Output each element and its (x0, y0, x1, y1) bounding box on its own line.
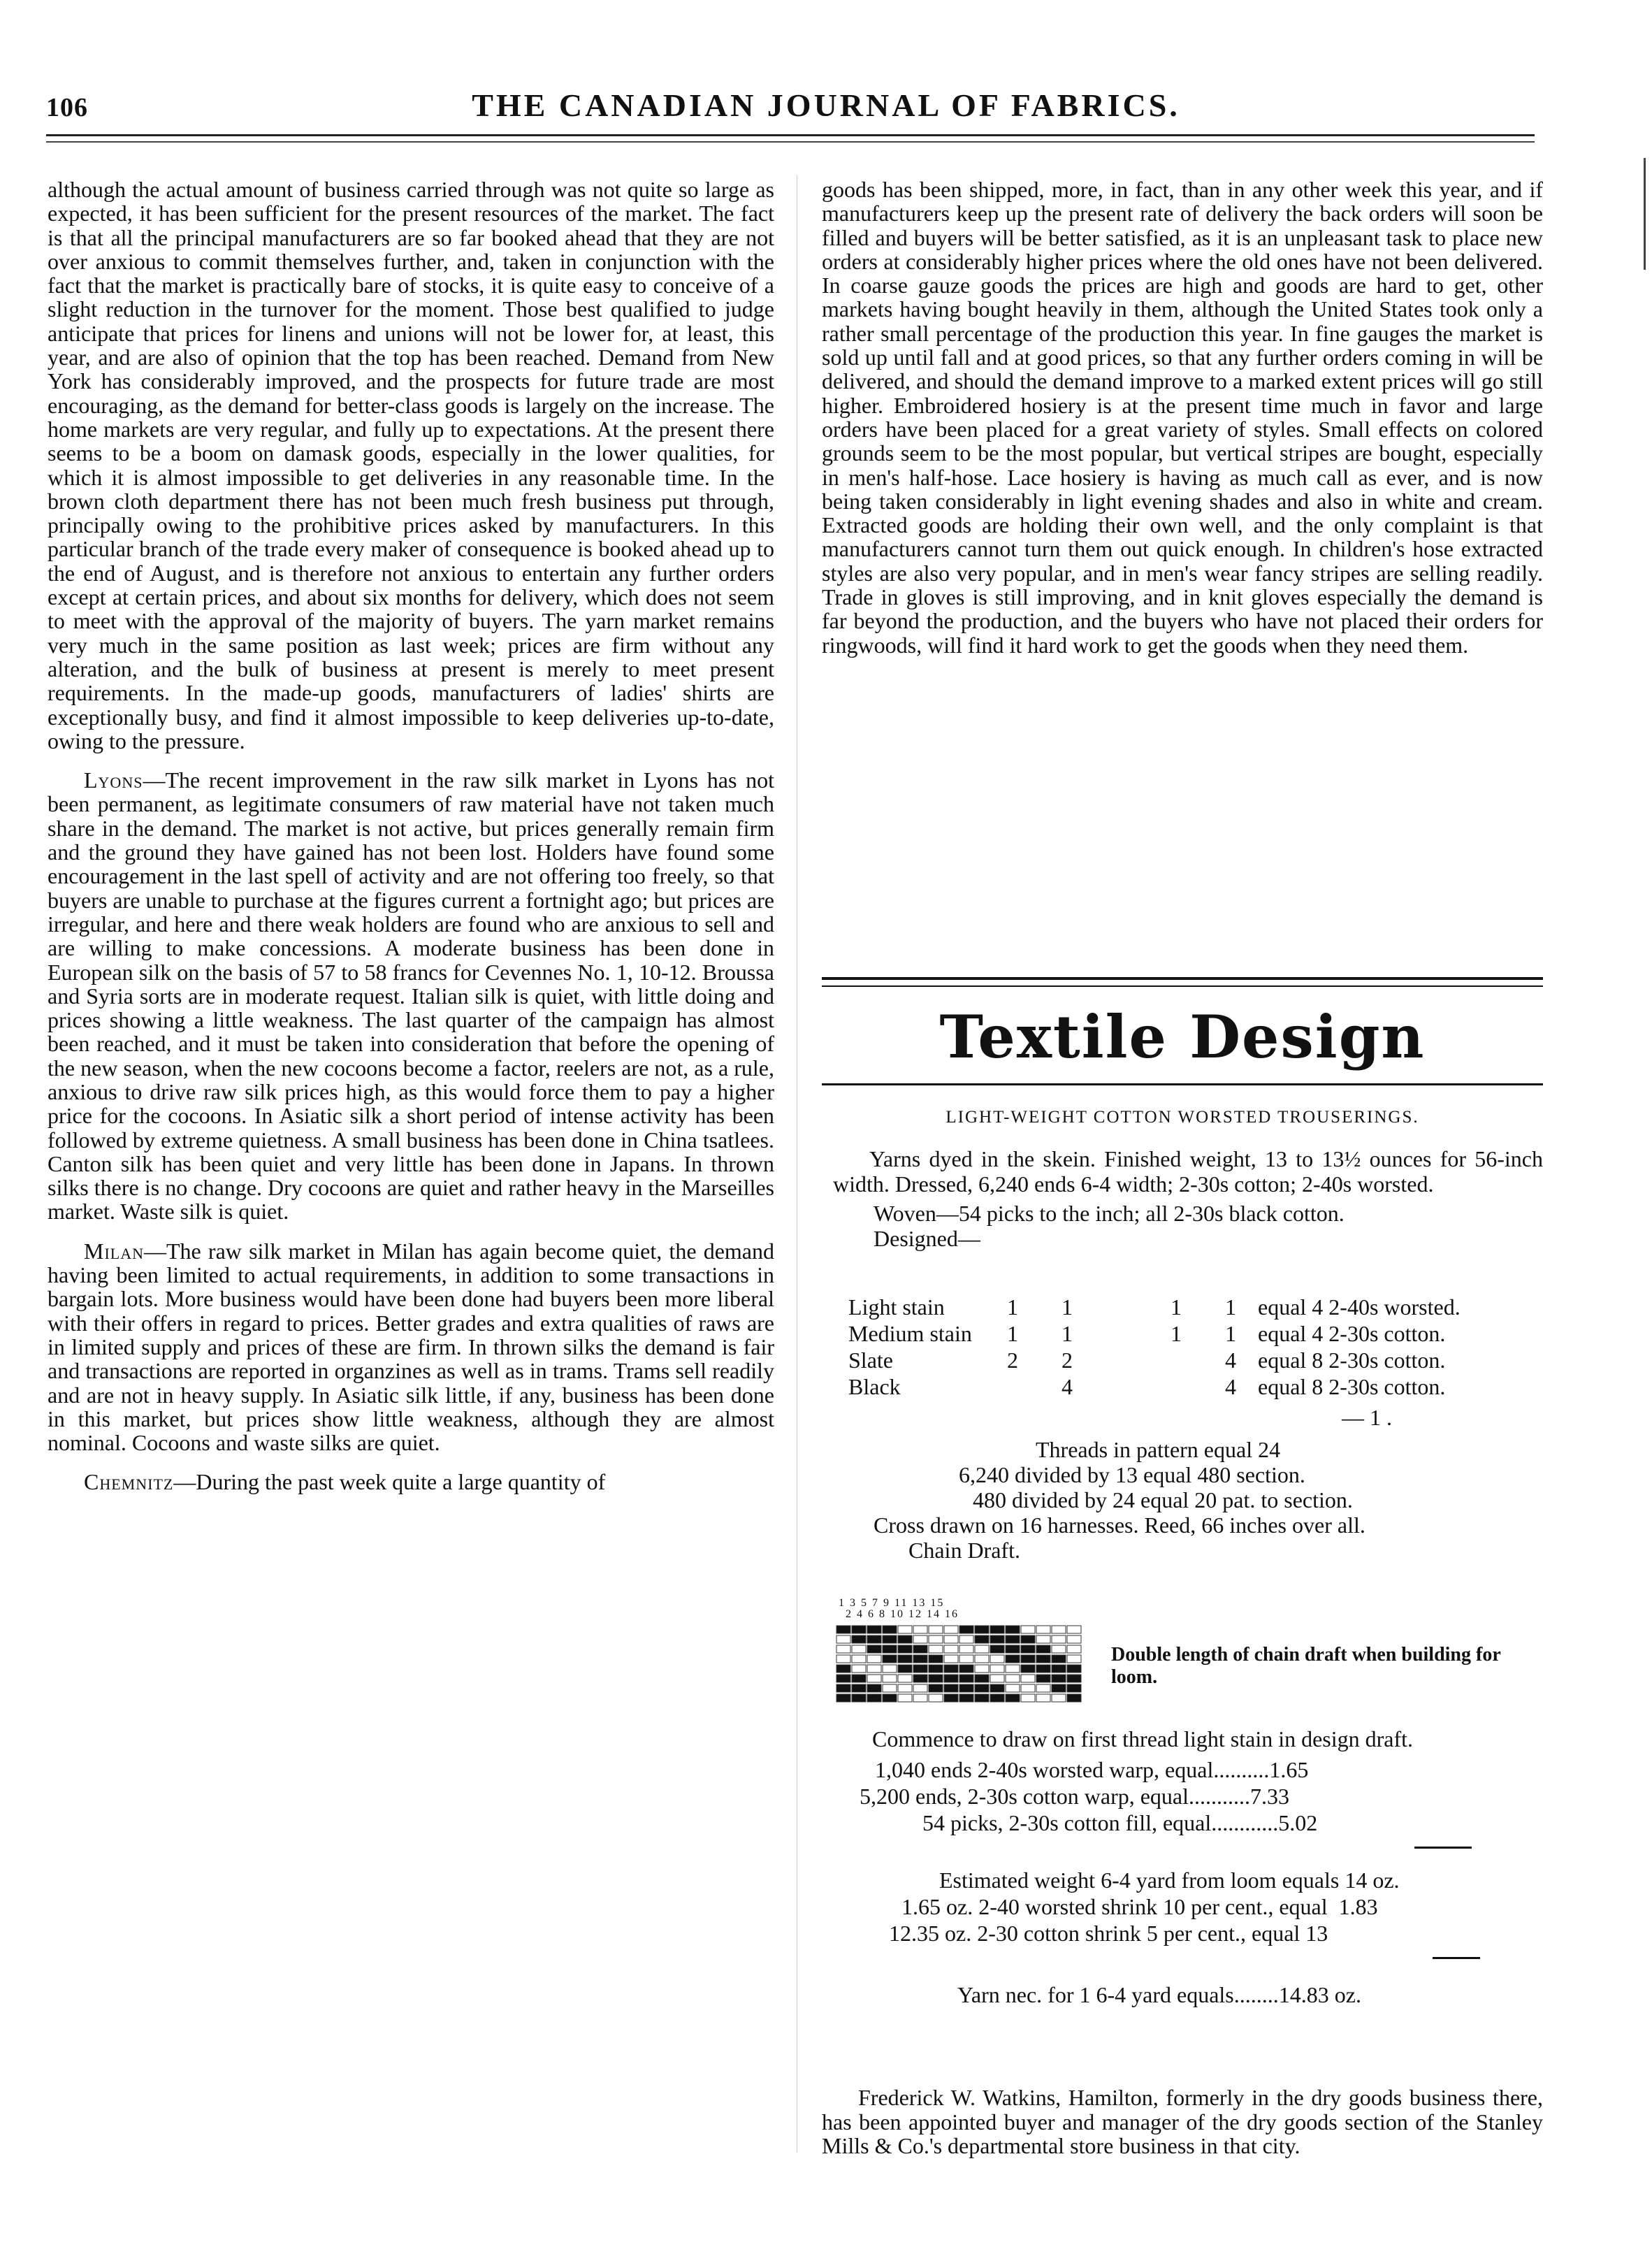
chain-cell (836, 1675, 850, 1682)
chain-cell (867, 1645, 881, 1653)
milan-paragraph (48, 1239, 774, 1455)
chain-cell (883, 1694, 897, 1702)
stain-equal: equal 8 2-30s cotton. (1258, 1374, 1446, 1399)
chain-cell (883, 1665, 897, 1673)
chain-cell (1052, 1694, 1066, 1702)
chain-cell (913, 1684, 927, 1692)
chain-cell (836, 1645, 850, 1653)
chain-cell (929, 1665, 943, 1673)
chain-cell (944, 1675, 958, 1682)
milan-label: Milan (84, 1238, 144, 1264)
stain-count: 1 (1062, 1294, 1073, 1320)
stain-row (848, 1348, 1523, 1374)
chain-cell (883, 1626, 897, 1633)
chain-cell (990, 1635, 1004, 1643)
chain-cell (1021, 1675, 1035, 1682)
cost-total-rule (1414, 1847, 1472, 1849)
stain-count: 1 (1171, 1294, 1182, 1320)
right-column (822, 178, 1543, 657)
cross-line: Cross drawn on 16 harnesses. Reed, 66 inches over all. (874, 1512, 1365, 1538)
chain-cell (975, 1645, 989, 1653)
chain-note: Double length of chain draft when building for loom. (1111, 1644, 1501, 1688)
stain-count: 4 (1062, 1374, 1073, 1399)
commence-line: Commence to draw on first thread light stain in design draft. (872, 1726, 1414, 1751)
stain-row (848, 1321, 1523, 1348)
chain-cell (944, 1655, 958, 1663)
chain-cell (1006, 1655, 1020, 1663)
chain-cell (913, 1665, 927, 1673)
stain-table (848, 1294, 1523, 1401)
chain-cell (1036, 1645, 1050, 1653)
chain-cell (959, 1645, 973, 1653)
chain-cell (1052, 1665, 1066, 1673)
chain-cell (990, 1684, 1004, 1692)
chain-cell (1067, 1626, 1081, 1633)
chain-cell (852, 1675, 866, 1682)
chain-cell (1067, 1675, 1081, 1682)
stain-count (1094, 1294, 1149, 1321)
chain-cell (1067, 1694, 1081, 1702)
chain-cell (913, 1635, 927, 1643)
chain-cell (883, 1684, 897, 1692)
section-heading: Textile Design (939, 1002, 1426, 1071)
chain-cell (1006, 1645, 1020, 1653)
chain-cell (852, 1645, 866, 1653)
chain-cell (867, 1635, 881, 1643)
stain-equal: equal 4 2-30s cotton. (1258, 1321, 1446, 1346)
cost-row-cotton-warp: 5,200 ends, 2-30s cotton warp, equal...........7.33 (860, 1784, 1290, 1809)
watkins-paragraph: Frederick W. Watkins, Hamilton, formerly in the dry goods business there, has been appointed buyer and manager of the dry goods section of the Stanley Mills & Co.'s departmental store business in that city. (822, 2085, 1543, 2158)
dash-marks: — 1 . (1342, 1405, 1392, 1430)
designed-label: Designed— (874, 1226, 980, 1251)
chain-cell (1036, 1626, 1050, 1633)
chain-cell (1036, 1635, 1050, 1643)
chain-cell (1067, 1684, 1081, 1692)
shrink-worsted: 1.65 oz. 2-40 worsted shrink 10 per cent., equal 1.83 (901, 1894, 1378, 1919)
stain-count: 1 (1007, 1321, 1018, 1346)
chain-cell (1052, 1655, 1066, 1663)
chain-cell (898, 1684, 912, 1692)
stain-table-wrap (848, 1294, 1558, 1401)
chain-cell (990, 1694, 1004, 1702)
stain-count: 1 (1007, 1294, 1018, 1320)
chain-cell (898, 1675, 912, 1682)
chain-cell (852, 1665, 866, 1673)
chain-cell (929, 1675, 943, 1682)
stain-count (1094, 1321, 1149, 1348)
woven-line: Woven—54 picks to the inch; all 2-30s black cotton. (874, 1201, 1345, 1226)
stain-count: 1 (1225, 1294, 1236, 1320)
chain-cell (1067, 1635, 1081, 1643)
chain-cell (1052, 1675, 1066, 1682)
chain-draft-svg (836, 1621, 1094, 1710)
chain-cell (944, 1694, 958, 1702)
chain-cell (959, 1694, 973, 1702)
chain-cell (913, 1655, 927, 1663)
page-number: 106 (46, 93, 88, 122)
chain-cell (1006, 1684, 1020, 1692)
chain-cell (1006, 1626, 1020, 1633)
stain-count (1094, 1348, 1149, 1374)
chain-cell (1021, 1684, 1035, 1692)
chain-cell (898, 1665, 912, 1673)
stain-count (985, 1374, 1040, 1401)
chain-cell (1006, 1675, 1020, 1682)
chain-cell (929, 1626, 943, 1633)
cost-row-cotton-fill: 54 picks, 2-30s cotton fill, equal............5.02 (922, 1810, 1318, 1835)
chain-cell (898, 1635, 912, 1643)
chain-cell (913, 1694, 927, 1702)
header-rule (46, 134, 1535, 136)
lyons-paragraph (48, 768, 774, 1224)
chain-cell (959, 1684, 973, 1692)
chain-cell (1036, 1694, 1050, 1702)
commence-line-wrap (833, 1726, 1543, 1751)
chain-cell (975, 1665, 989, 1673)
chain-cell (1067, 1655, 1081, 1663)
chain-numbers-odd: 1 3 5 7 9 11 13 15 (839, 1597, 945, 1609)
left-paragraph-linen-market: although the actual amount of business carried through was not quite so large as expected, it has been sufficient for the present resources of the market. The fact is that all the principal manufacturers are so far booked ahead that they are not over anxious to commit themselves further, and, taken in conjunction with the fact that the market is practically bare of stocks, it is quite easy to conceive of a slight reduction in the turnover for the moment. Those best qualified to judge anticipate that prices for linens and unions will not be lower for, at least, this year, and are also of opinion that the top has been reached. Demand from New York has considerably improved, and the prospects for future trade are most encouraging, as the demand for better-class goods is largely on the increase. The home markets are very regular, and fully up to expectations. At the present there seems to be a boom on damask goods, especially in the lower qualities, for which it is almost impossible to get deliveries in any reasonable time. In the brown cloth department there has not been much fresh business put through, principally owing to the prohibitive prices asked by manufacturers. In this particular branch of the trade every maker of consequence is booked ahead up to the end of August, and is therefore not anxious to entertain any further orders except at certain prices, and about six months for delivery, which does not seem to meet with the approval of the majority of buyers. The yarn market remains very much in the same position as last week; prices are firm without any alteration, and the bulk of business at present is merely to meet present requirements. In the made-up goods, manufacturers of ladies' shirts are exceptionally busy, and find it almost impossible to keep deliveries up-to-date, owing to the pressure. (48, 177, 774, 753)
chain-cell (1036, 1665, 1050, 1673)
chain-cell (975, 1626, 989, 1633)
chain-cell (975, 1635, 989, 1643)
stain-equal: equal 4 2-40s worsted. (1258, 1294, 1461, 1320)
chain-cell (975, 1655, 989, 1663)
right-paragraph-hosiery: goods has been shipped, more, in fact, than in any other week this year, and if manufacturers keep up the present rate of delivery the back orders will soon be filled and buyers will be better satisfied, as it is an unpleasant task to place new orders at considerably higher prices where the old ones have not been delivered. In coarse gauze goods the prices are high and goods are hard to get, other markets having bought heavily in them, although the United States took only a rather small percentage of the production this year. In fine gauges the market is sold up until fall and at good prices, so that any further orders coming in will be delivered, and should the demand improve to a marked extent prices will go still higher. Embroidered hosiery is at the present time much in favor and large orders have been placed for a great variety of styles. Small effects on colored grounds seem to be the most popular, but vertical stripes are bought, especially in men's half-hose. Lace hosiery is having as much call as ever, and is now being taken considerably in light evening shades and also in white and cream. Extracted goods are holding their own well, and the only complaint is that manufacturers cannot turn them out quick enough. In children's hose extracted styles are also very popular, and in men's wear fancy stripes are selling readily. Trade in gloves is still improving, and in knit gloves especially the demand is far beyond the production, and the buyers who have not placed their orders for ringwoods, will find it hard work to get the goods when they need them. (822, 177, 1543, 658)
page-title: THE CANADIAN JOURNAL OF FABRICS. (472, 87, 1180, 123)
stain-count: 2 (1007, 1348, 1018, 1373)
chain-cell (1067, 1665, 1081, 1673)
estimated-weight: Estimated weight 6-4 yard from loom equals 14 oz. (939, 1868, 1400, 1893)
chain-cell (836, 1684, 850, 1692)
chain-cell (1006, 1635, 1020, 1643)
chemnitz-text: —During the past week quite a large quantity of (173, 1469, 606, 1495)
chain-cell (1021, 1665, 1035, 1673)
chain-cell (1036, 1655, 1050, 1663)
chain-cell (959, 1675, 973, 1682)
stain-name: Medium stain (848, 1321, 972, 1346)
stain-name: Slate (848, 1348, 893, 1373)
chain-cell (929, 1655, 943, 1663)
chain-cell (867, 1694, 881, 1702)
chain-cell (1021, 1694, 1035, 1702)
chain-draft-grid (836, 1621, 1094, 1710)
stain-count: 4 (1225, 1348, 1236, 1373)
chain-cell (867, 1665, 881, 1673)
chain-cell (929, 1684, 943, 1692)
chain-cell (898, 1645, 912, 1653)
chain-cell (944, 1665, 958, 1673)
stain-name: Light stain (848, 1294, 945, 1320)
stain-count: 2 (1062, 1348, 1073, 1373)
chain-cell (867, 1655, 881, 1663)
chain-cell (1052, 1684, 1066, 1692)
chain-cell (1052, 1635, 1066, 1643)
chain-cell (1006, 1694, 1020, 1702)
section-divider (822, 977, 1543, 987)
chain-cell (898, 1694, 912, 1702)
stain-row (848, 1294, 1523, 1321)
chain-cell (883, 1635, 897, 1643)
chain-cell (898, 1626, 912, 1633)
chain-cell (929, 1645, 943, 1653)
chain-cell (852, 1626, 866, 1633)
chain-cell (1052, 1626, 1066, 1633)
lyons-text: —The recent improvement in the raw silk market in Lyons has not been permanent, as legitimate consumers of raw material have not taken much share in the demand. The market is not active, but prices generally remain firm and the ground they have gained has not been lost. Holders have found some encouragement in the last spell of activity and are not offering too freely, so that buyers are unable to purchase at the figures current a fortnight ago; but prices are irregular, and here and there weak holders are found who are anxious to sell and are willing to make concessions. A moderate business has been done in European silk on the basis of 57 to 58 francs for Cevennes No. 1, 10-12. Broussa and Syria sorts are in moderate request. Italian silk is quiet, with little doing and prices showing a little weakness. The last quarter of the campaign has almost been reached, and it must be taken into consideration that before the opening of the new season, when the new cocoons become a factor, reelers are not, as a rule, anxious to drive raw silk prices high, as this would force them to pay a higher price for the cocoons. In Asiatic silk a short period of intense activity has been followed by extreme quietness. A small business has been done in China tsatlees. Canton silk has been quiet and very little has been done in Japans. In thrown silks there is no change. Dry cocoons are quiet and rather heavy in the Marseilles market. Waste silk is quiet. (48, 767, 774, 1225)
stain-count (1094, 1374, 1149, 1401)
chain-cell (959, 1626, 973, 1633)
chain-cell (852, 1684, 866, 1692)
chain-cell (990, 1675, 1004, 1682)
chain-cell (1006, 1665, 1020, 1673)
chain-draft-label: Chain Draft. (908, 1538, 1020, 1563)
chain-cell (852, 1694, 866, 1702)
chain-cell (944, 1684, 958, 1692)
lyons-label: Lyons (84, 767, 143, 793)
chain-cell (883, 1675, 897, 1682)
chain-cell (836, 1655, 850, 1663)
chain-cell (1021, 1655, 1035, 1663)
stain-count: 1 (1225, 1321, 1236, 1346)
chain-cell (867, 1684, 881, 1692)
chain-cell (990, 1626, 1004, 1633)
chain-cell (913, 1626, 927, 1633)
chain-cell (1067, 1645, 1081, 1653)
yarns-paragraph: Yarns dyed in the skein. Finished weight, 13 to 13½ ounces for 56-inch width. Dressed, 6,240 ends 6-4 width; 2-30s cotton; 2-40s worsted. (833, 1146, 1543, 1197)
chain-cell (913, 1675, 927, 1682)
chain-cell (836, 1665, 850, 1673)
stain-count: 1 (1171, 1321, 1182, 1346)
chain-cell (944, 1635, 958, 1643)
section-heading-rule (822, 1083, 1543, 1085)
chain-cell (867, 1675, 881, 1682)
stain-count (1149, 1348, 1203, 1374)
stain-equal: equal 8 2-30s cotton. (1258, 1348, 1446, 1373)
stain-row (848, 1374, 1523, 1401)
threads-line: Threads in pattern equal 24 (1036, 1437, 1281, 1462)
stain-count: 1 (1062, 1321, 1073, 1346)
chain-cell (883, 1645, 897, 1653)
chain-cell (975, 1684, 989, 1692)
chain-cell (990, 1665, 1004, 1673)
chain-cell (898, 1655, 912, 1663)
header-rule-secondary (46, 141, 1535, 143)
chain-cell (1021, 1626, 1035, 1633)
yarn-total-rule (1433, 1957, 1480, 1959)
textile-design-intro (833, 1146, 1543, 1251)
chain-cell (975, 1675, 989, 1682)
chain-cell (913, 1645, 927, 1653)
chain-cell (1036, 1675, 1050, 1682)
stain-count: 4 (1225, 1374, 1236, 1399)
yarn-total: Yarn nec. for 1 6-4 yard equals........14.83 oz. (957, 1982, 1361, 2007)
chain-cell (944, 1626, 958, 1633)
chain-cell (852, 1635, 866, 1643)
cost-row-worsted: 1,040 ends 2-40s worsted warp, equal..........1.65 (875, 1757, 1309, 1782)
chain-cell (836, 1635, 850, 1643)
chain-cell (1052, 1645, 1066, 1653)
chain-cell (990, 1655, 1004, 1663)
shrink-cotton: 12.35 oz. 2-30 cotton shrink 5 per cent., equal 13 (889, 1921, 1328, 1946)
chain-cell (836, 1626, 850, 1633)
chain-cell (883, 1655, 897, 1663)
chain-cell (929, 1694, 943, 1702)
divided-line-2: 480 divided by 24 equal 20 pat. to section. (973, 1487, 1353, 1512)
chain-cell (959, 1665, 973, 1673)
chain-cell (990, 1645, 1004, 1653)
chemnitz-paragraph (48, 1470, 774, 1494)
chain-numbers-even: 2 4 6 8 10 12 14 16 (846, 1608, 959, 1620)
threads-block (833, 1437, 1543, 1563)
stain-count (1149, 1374, 1203, 1401)
chain-cell (1021, 1635, 1035, 1643)
margin-mark (1644, 158, 1646, 270)
chain-cell (944, 1645, 958, 1653)
chain-cell (975, 1694, 989, 1702)
left-column (48, 178, 774, 1494)
chain-cell (1036, 1684, 1050, 1692)
chain-cell (867, 1626, 881, 1633)
chain-cell (1021, 1645, 1035, 1653)
article-subtitle: LIGHT-WEIGHT COTTON WORSTED TROUSERINGS. (945, 1108, 1419, 1127)
chain-cell (959, 1655, 973, 1663)
chain-cell (852, 1655, 866, 1663)
chain-cell (836, 1694, 850, 1702)
divided-line-1: 6,240 divided by 13 equal 480 section. (959, 1462, 1305, 1487)
chain-cell (959, 1635, 973, 1643)
closing-paragraph (822, 2086, 1543, 2158)
milan-text: —The raw silk market in Milan has again become quiet, the demand having been limited to actual requirements, in addition to some transactions in bargain lots. More business would have been done had buyers been more liberal with their offers in regard to prices. Better grades and extra qualities of raws are in limited supply and prices of these are firm. In thrown silks the demand is fair and transactions are reported in organzines as well as in trams. Trams sell readily and are not in heavy supply. In Asiatic silk little, if any, business has been done in this market, but prices show little weakness, although they are almost nominal. Cocoons and waste silks are quiet. (48, 1238, 774, 1456)
stain-name: Black (848, 1374, 901, 1399)
chemnitz-label: Chemnitz (84, 1469, 174, 1495)
chain-cell (929, 1635, 943, 1643)
